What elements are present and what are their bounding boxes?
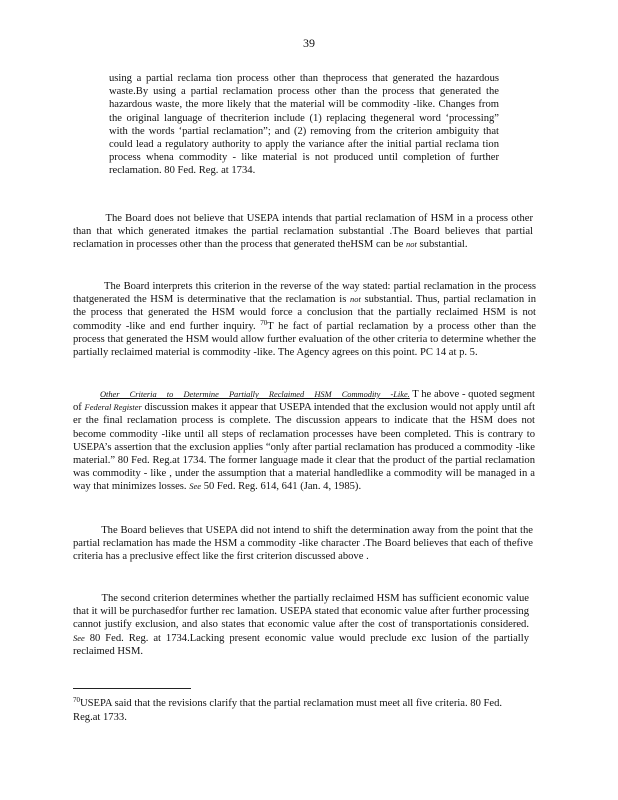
paragraph-3-text-3: 50 Fed. Reg. 614, 641 (Jan. 4, 1985). [203, 481, 362, 493]
paragraph-3-italic-2: See [189, 481, 202, 492]
page-number: 39 [303, 36, 315, 50]
paragraph-3 [73, 388, 535, 494]
paragraph-2-text-2: substantial. Thus, partial reclamation in the process that generated the HSM would force a conclusion that the partially reclaimed HSM is not commodity -like and end further inquiry. [73, 294, 537, 332]
paragraph-2-text-3: T he fact of partial reclamation by a process other than the process that generated the HSM would allow further evaluation of the other criteria to determine whether the partially reclaimed material is commodity -like. The Agency agrees on this point. PC 14 at p. 5. [73, 320, 536, 359]
paragraph-2-text-1: The Board interprets this criterion in the reverse of the way stated: partial reclamation in the process thatgenerated the HSM is determinative that the reclamation is [73, 281, 536, 306]
paragraph-1-text-end: substantial. [419, 239, 468, 251]
footnote [73, 697, 523, 724]
paragraph-1 [73, 212, 533, 252]
paragraph-5-text-1: The second criterion determines whether the partially reclaimed HSM has sufficient economic value that it will be purchasedfor further rec lamation. USEPA stated that economic value after further processing cannot justify exclusion, and also states that economic value after the cost of transportationis considered. [73, 593, 530, 631]
paragraph-5-text-2: 80 Fed. Reg. at 1734.Lacking present economic value would preclude exc lusion of the partially reclaimed HSM. [73, 632, 529, 657]
paragraph-4-text: The Board believes that USEPA did not intend to shift the determination away from the point that the partial reclamation has made the HSM a commodity -like character .The Board believes that each of thefive criteria has a preclusive effect like the first criterion discussed above . [73, 525, 533, 563]
paragraph-5-italic: See [73, 632, 85, 643]
paragraph-3-text-1: T he above - quoted segment of [73, 389, 536, 414]
footnote-reference[interactable]: 70 [260, 318, 268, 327]
footnote-divider [73, 688, 191, 689]
footnote-text: USEPA said that the revisions clarify that the partial reclamation must meet all five criteria. 80 Fed. Reg.at 1733. [73, 698, 503, 723]
paragraph-1-text: The Board does not believe that USEPA intends that partial reclamation of HSM in a process other than that which generated itmakes the partial reclamation substantial .The Board believes that partial reclamation in processes other than the process that generated theHSM can be [73, 213, 533, 251]
paragraph-3-text-2: discussion makes it appear that USEPA intended that the exclusion would not apply until aft er the final reclamation process is complete. The discussion appears to indicate that the HSM does not become commodity -like until all steps of reclamation processes have been completed. This is contrary to USEPA’s assertion that the exclusion applies “only after partial reclamation has produced a commodity -like material.” 80 Fed. Reg.at 1734. The former language made it clear that the product of the partial reclamation was commodity - like , under the assumption that a material handledlike a commodity will be managed in a way that minimizes losses. [73, 402, 536, 493]
section-heading: Other Criteria to Determine Partially Reclaimed HSM Commodity -Like. [99, 390, 410, 399]
paragraph-5 [73, 592, 529, 658]
block-quote: using a partial reclama tion process other than theprocess that generated the hazardous waste.By using a partial reclamation process other than the process that generated the hazardous waste, the more likely that the material will be commodity -like. Changes from the original language of thecriterion include (1) replacing thegeneral word ‘processing” with the words ‘partial reclamation”; and (2) removing from the criterion ambiguity that could lead a regulatory authority to apply the variance after the initial partial reclama tion process whena commodity - like material is not produced until completion of further reclamation. 80 Fed. Reg. at 1734. [109, 73, 499, 177]
paragraph-2-italic: not [349, 294, 361, 305]
paragraph-3-italic-1: Federal Register [84, 402, 142, 413]
footnote-number: 70 [73, 696, 80, 704]
paragraph-2 [73, 280, 536, 359]
paragraph-1-italic: not [406, 239, 417, 250]
paragraph-4 [73, 524, 533, 564]
